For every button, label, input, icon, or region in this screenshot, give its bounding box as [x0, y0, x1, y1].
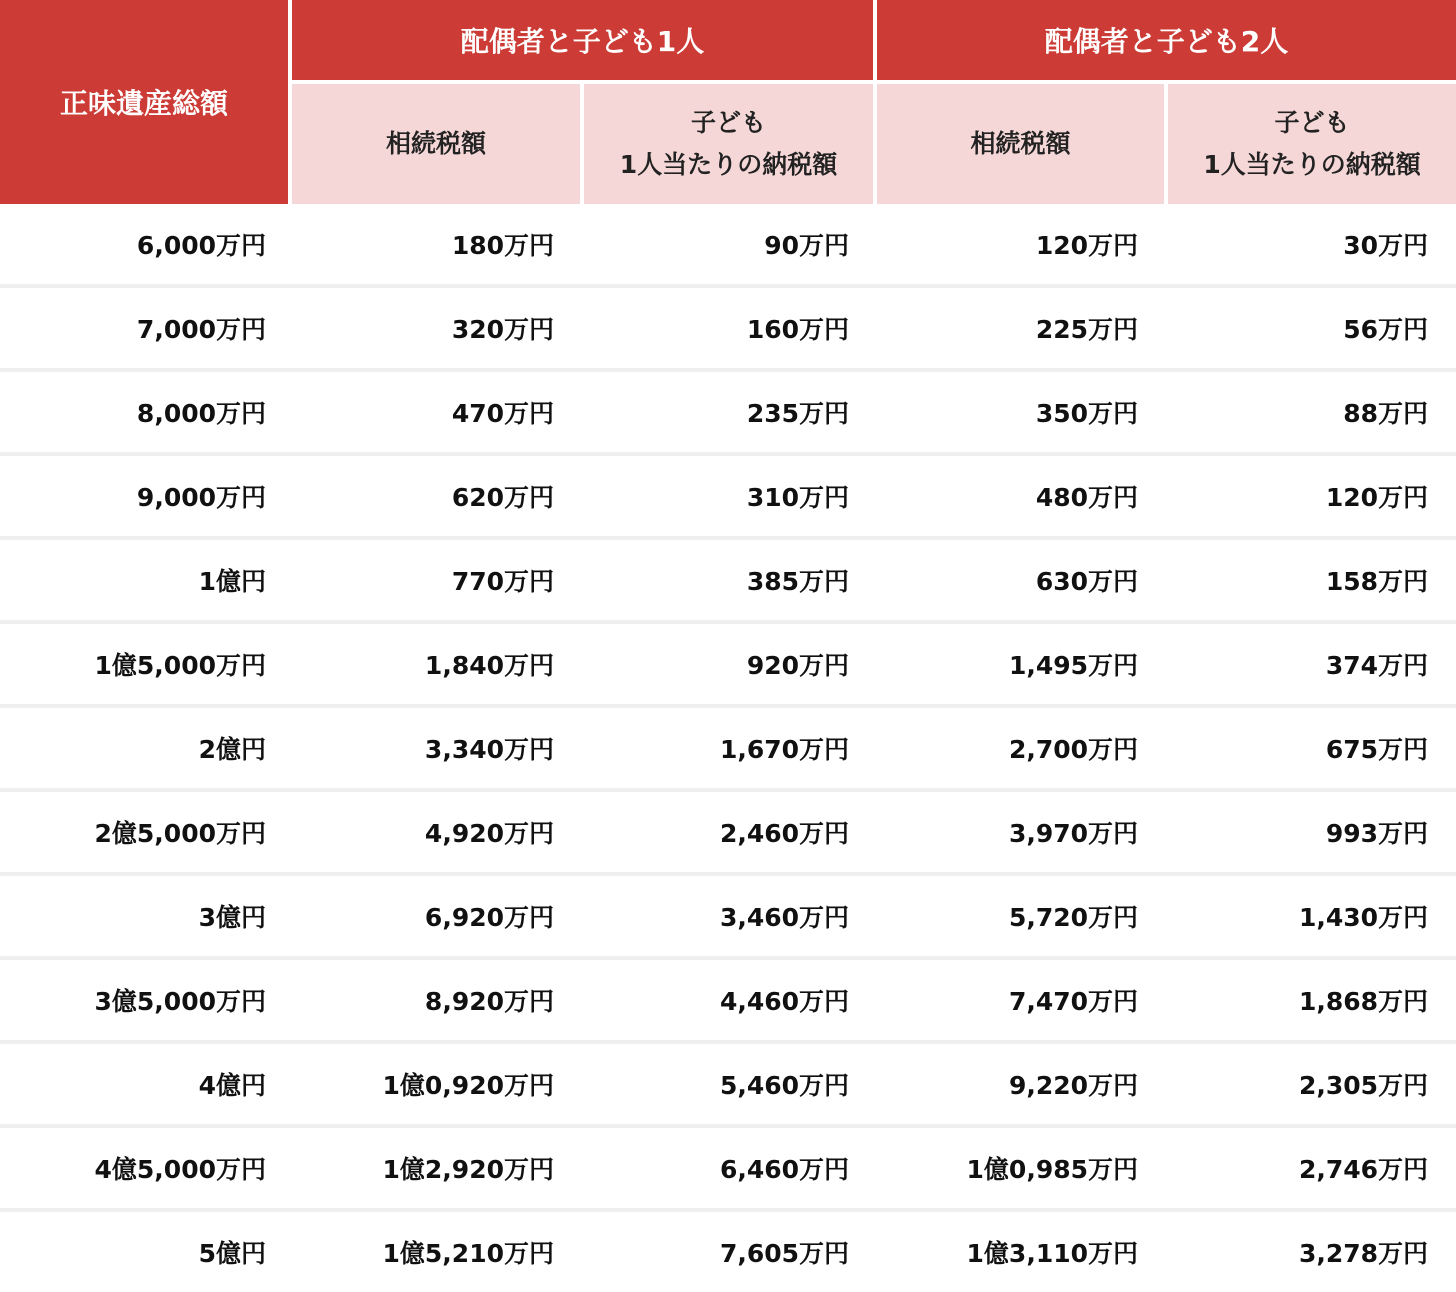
cell-tax-spouse-one-child: 4,920万円: [290, 790, 582, 874]
cell-per-child-spouse-two-children: 120万円: [1166, 454, 1456, 538]
cell-tax-spouse-one-child: 470万円: [290, 370, 582, 454]
table-row: [0, 204, 1456, 286]
cell-per-child-spouse-two-children: 88万円: [1166, 370, 1456, 454]
cell-net-estate: 2億5,000万円: [0, 790, 290, 874]
cell-tax-spouse-two-children: 1,495万円: [875, 622, 1166, 706]
cell-net-estate: 6,000万円: [0, 204, 290, 286]
cell-net-estate: 3億円: [0, 874, 290, 958]
table-row: [0, 958, 1456, 1042]
table-row: [0, 1210, 1456, 1292]
cell-tax-spouse-one-child: 1億2,920万円: [290, 1126, 582, 1210]
cell-tax-spouse-one-child: 6,920万円: [290, 874, 582, 958]
table-header: [0, 0, 1456, 204]
cell-tax-spouse-one-child: 1,840万円: [290, 622, 582, 706]
table-body: [0, 204, 1456, 1292]
cell-net-estate: 4億円: [0, 1042, 290, 1126]
table-row: [0, 538, 1456, 622]
cell-tax-spouse-two-children: 9,220万円: [875, 1042, 1166, 1126]
table-row: [0, 454, 1456, 538]
cell-per-child-spouse-one-child: 6,460万円: [582, 1126, 875, 1210]
subheader-label-line1: 子ども: [1274, 108, 1350, 137]
subheader-per-child-tax-2: [1166, 82, 1456, 204]
cell-per-child-spouse-two-children: 2,305万円: [1166, 1042, 1456, 1126]
cell-per-child-spouse-one-child: 90万円: [582, 204, 875, 286]
table-row: [0, 622, 1456, 706]
cell-per-child-spouse-two-children: 675万円: [1166, 706, 1456, 790]
cell-tax-spouse-two-children: 1億3,110万円: [966, 1239, 1139, 1268]
cell-tax-spouse-two-children: 225万円: [875, 286, 1166, 370]
subheader-label-line1: 子ども: [691, 108, 767, 137]
cell-per-child-spouse-two-children: 374万円: [1166, 622, 1456, 706]
table-row: [0, 286, 1456, 370]
cell-net-estate: 5億円: [198, 1239, 266, 1268]
subheader-label-line2: 1人当たりの納税額: [1203, 150, 1421, 179]
cell-tax-spouse-two-children: 120万円: [875, 204, 1166, 286]
table-row: [0, 1042, 1456, 1126]
cell-net-estate: 4億5,000万円: [0, 1126, 290, 1210]
cell-per-child-spouse-one-child: 1,670万円: [582, 706, 875, 790]
cell-per-child-spouse-one-child: 385万円: [582, 538, 875, 622]
cell-tax-spouse-one-child: 320万円: [290, 286, 582, 370]
cell-net-estate: 1億5,000万円: [0, 622, 290, 706]
cell-net-estate: 3億5,000万円: [0, 958, 290, 1042]
cell-per-child-spouse-one-child: 920万円: [582, 622, 875, 706]
subheader-label: 相続税額: [385, 129, 486, 158]
cell-tax-spouse-two-children: 630万円: [875, 538, 1166, 622]
cell-per-child-spouse-one-child: 5,460万円: [582, 1042, 875, 1126]
cell-per-child-spouse-one-child: 3,460万円: [582, 874, 875, 958]
cell-tax-spouse-one-child: 180万円: [290, 204, 582, 286]
cell-tax-spouse-two-children: 480万円: [875, 454, 1166, 538]
cell-per-child-spouse-two-children: 158万円: [1166, 538, 1456, 622]
cell-tax-spouse-two-children: 3,970万円: [875, 790, 1166, 874]
cell-per-child-spouse-one-child: 2,460万円: [582, 790, 875, 874]
cell-net-estate: 2億円: [0, 706, 290, 790]
cell-per-child-spouse-two-children: 2,746万円: [1166, 1126, 1456, 1210]
cell-tax-spouse-one-child: 3,340万円: [290, 706, 582, 790]
cell-tax-spouse-one-child: 8,920万円: [290, 958, 582, 1042]
subheader-label: 相続税額: [970, 129, 1071, 158]
table-row: [0, 706, 1456, 790]
cell-per-child-spouse-two-children: 56万円: [1166, 286, 1456, 370]
cell-per-child-spouse-one-child: 4,460万円: [582, 958, 875, 1042]
cell-per-child-spouse-two-children: 1,430万円: [1166, 874, 1456, 958]
cell-per-child-spouse-one-child: 310万円: [582, 454, 875, 538]
cell-net-estate: 8,000万円: [0, 370, 290, 454]
cell-tax-spouse-two-children: 350万円: [875, 370, 1166, 454]
cell-net-estate: 7,000万円: [0, 286, 290, 370]
cell-tax-spouse-one-child: 620万円: [290, 454, 582, 538]
table-row: [0, 1126, 1456, 1210]
subheader-tax-amount-1: [290, 82, 582, 204]
subheader-per-child-tax-1: [582, 82, 875, 204]
cell-per-child-spouse-two-children: 1,868万円: [1166, 958, 1456, 1042]
cell-tax-spouse-one-child: 770万円: [290, 538, 582, 622]
cell-tax-spouse-two-children: 1億0,985万円: [875, 1126, 1166, 1210]
cell-tax-spouse-two-children: 2,700万円: [875, 706, 1166, 790]
table-row: [0, 370, 1456, 454]
cell-net-estate: 9,000万円: [0, 454, 290, 538]
subheader-tax-amount-2: [875, 82, 1166, 204]
cell-per-child-spouse-two-children: 993万円: [1166, 790, 1456, 874]
header-net-estate: 正味遺産総額: [0, 0, 290, 204]
subheader-label-line2: 1人当たりの納税額: [619, 150, 838, 179]
cell-per-child-spouse-one-child: 7,605万円: [719, 1239, 850, 1268]
header-group-spouse-one-child: 配偶者と子ども1人: [290, 0, 875, 82]
cell-tax-spouse-one-child: 1億0,920万円: [290, 1042, 582, 1126]
table-row: [0, 874, 1456, 958]
cell-per-child-spouse-two-children: 3,278万円: [1298, 1239, 1429, 1268]
header-group-row: [0, 0, 1456, 82]
cell-per-child-spouse-one-child: 235万円: [582, 370, 875, 454]
cell-net-estate: 1億円: [0, 538, 290, 622]
cell-tax-spouse-one-child: 1億5,210万円: [382, 1239, 554, 1268]
cell-per-child-spouse-two-children: 30万円: [1166, 204, 1456, 286]
table-row: [0, 790, 1456, 874]
cell-per-child-spouse-one-child: 160万円: [582, 286, 875, 370]
header-group-spouse-two-children: 配偶者と子ども2人: [875, 0, 1456, 82]
cell-tax-spouse-two-children: 5,720万円: [875, 874, 1166, 958]
cell-tax-spouse-two-children: 7,470万円: [875, 958, 1166, 1042]
